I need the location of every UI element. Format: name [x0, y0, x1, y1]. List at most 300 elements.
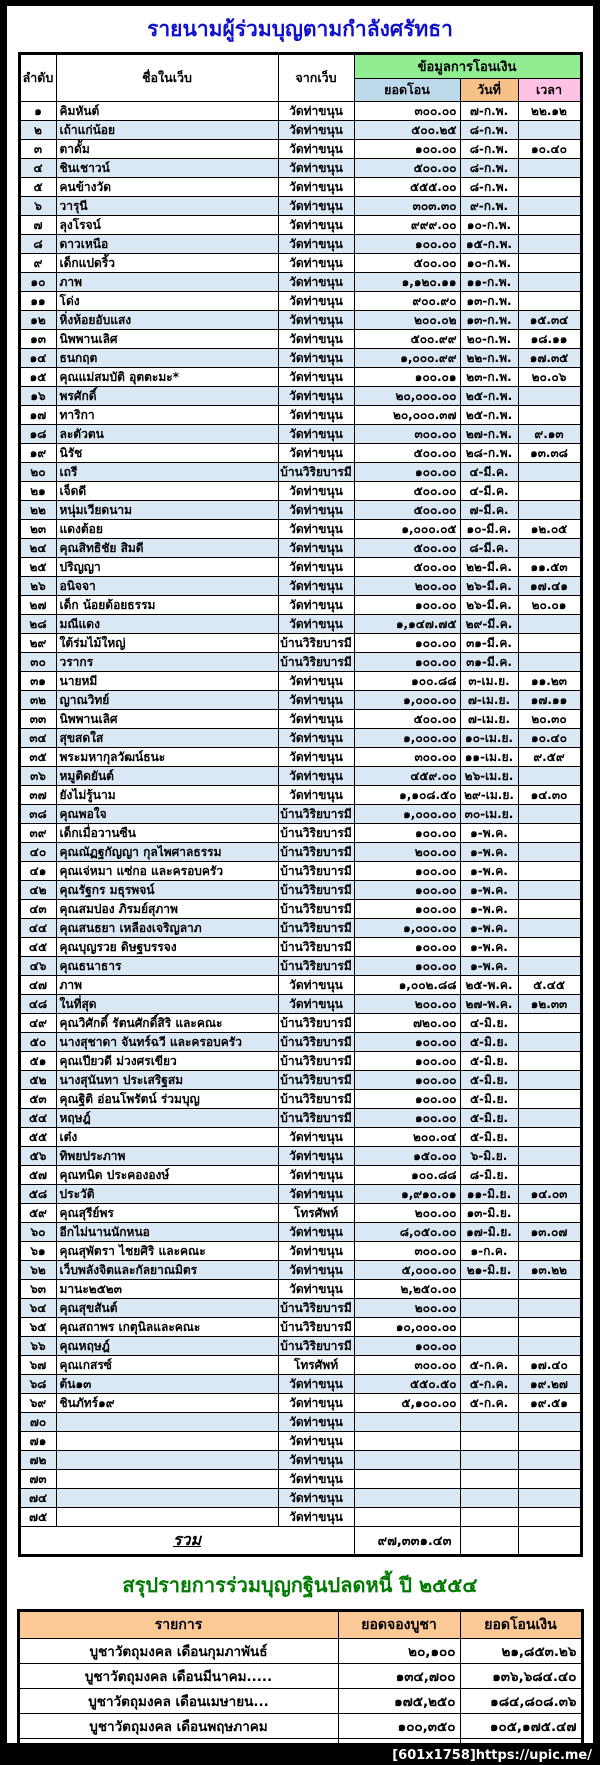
donor-no-cell: ๔๔	[19, 919, 56, 938]
donor-source-cell: วัดท่าขนุน	[278, 710, 354, 729]
donor-time-cell	[518, 1109, 581, 1128]
donor-source-cell: บ้านวิริยบารมี	[278, 805, 354, 824]
donor-amount-cell: ๑๐,๐๐๐.๐๐	[354, 1318, 460, 1337]
donor-date-cell: ๔-มี.ค.	[460, 482, 518, 501]
donor-no-cell: ๓๙	[19, 824, 56, 843]
donor-date-cell	[460, 1508, 518, 1527]
donor-row	[19, 1375, 581, 1394]
donor-name-cell: คุณทนิด ประคององษ์	[56, 1166, 278, 1185]
donor-no-cell: ๔๖	[19, 957, 56, 976]
donor-no-cell: ๓๐	[19, 653, 56, 672]
donor-name-cell	[56, 1432, 278, 1451]
donor-no-cell: ๑	[19, 102, 56, 121]
donor-no-cell: ๗๐	[19, 1413, 56, 1432]
summary-row	[18, 1664, 582, 1689]
donor-name-cell: ปริญญา	[56, 558, 278, 577]
donor-no-cell: ๓๘	[19, 805, 56, 824]
donor-no-cell: ๕๒	[19, 1071, 56, 1090]
donor-row	[19, 330, 581, 349]
summary-transferred-cell: ๑๘๔,๘๐๘.๓๖	[460, 1689, 582, 1714]
donor-time-cell	[518, 1337, 581, 1356]
donor-row	[19, 235, 581, 254]
donor-date-cell	[460, 1299, 518, 1318]
donor-no-cell: ๑๗	[19, 406, 56, 425]
donor-no-cell: ๕๐	[19, 1033, 56, 1052]
donor-time-cell	[518, 615, 581, 634]
donor-amount-cell: ๕๐๐.๙๙	[354, 330, 460, 349]
donor-no-cell: ๒๑	[19, 482, 56, 501]
donor-time-cell: ๑๙.๕๑	[518, 1394, 581, 1413]
donor-no-cell: ๕๗	[19, 1166, 56, 1185]
donor-time-cell: ๑๐.๔๐	[518, 140, 581, 159]
donor-source-cell: วัดท่าขนุน	[278, 235, 354, 254]
donor-date-cell: ๑๓-ก.พ.	[460, 311, 518, 330]
summary-row	[18, 1639, 582, 1664]
donor-name-cell: นางสุนันทา ประเสริฐสม	[56, 1071, 278, 1090]
donor-date-cell	[460, 1451, 518, 1470]
donor-name-cell: หนุ่มเวียดนาม	[56, 501, 278, 520]
donor-row	[19, 577, 581, 596]
donor-amount-cell: ๑๐๐.๘๘	[354, 672, 460, 691]
donor-source-cell: วัดท่าขนุน	[278, 558, 354, 577]
donor-time-cell	[518, 919, 581, 938]
donor-row	[19, 615, 581, 634]
donor-row	[19, 254, 581, 273]
donor-name-cell: ธนกฤต	[56, 349, 278, 368]
donor-amount-cell: ๕๐๐.๐๐	[354, 482, 460, 501]
donor-time-cell	[518, 1413, 581, 1432]
donor-source-cell: วัดท่าขนุน	[278, 1508, 354, 1527]
donor-row	[19, 482, 581, 501]
donor-date-cell: ๑-พ.ค.	[460, 862, 518, 881]
donor-date-cell: ๙-ก.พ.	[460, 197, 518, 216]
donor-amount-cell: ๑๐๐.๐๐	[354, 653, 460, 672]
donor-no-cell: ๓๓	[19, 710, 56, 729]
donor-row	[19, 1185, 581, 1204]
donor-source-cell: บ้านวิริยบารมี	[278, 862, 354, 881]
donor-no-cell: ๒๓	[19, 520, 56, 539]
donor-amount-cell: ๑๐๐.๐๑	[354, 368, 460, 387]
donor-amount-cell: ๑,๐๐๐.๐๐	[354, 919, 460, 938]
donor-row	[19, 691, 581, 710]
donor-time-cell	[518, 1489, 581, 1508]
donor-date-cell: ๒๑-มิ.ย.	[460, 1261, 518, 1280]
donor-name-cell: คุณธนาธาร	[56, 957, 278, 976]
donor-date-cell: ๕-มิ.ย.	[460, 1033, 518, 1052]
donor-time-cell: ๑๗.๑๑	[518, 691, 581, 710]
summary-row	[18, 1739, 582, 1744]
summary-transferred-cell	[460, 1739, 582, 1744]
donor-date-cell: ๒๕-ก.พ.	[460, 387, 518, 406]
donor-date-cell: ๒๗-ก.พ.	[460, 425, 518, 444]
donor-no-cell: ๔	[19, 159, 56, 178]
donor-row	[19, 1014, 581, 1033]
donor-name-cell: ภาพ	[56, 273, 278, 292]
donor-date-cell: ๑๑-ก.พ.	[460, 273, 518, 292]
donor-source-cell: วัดท่าขนุน	[278, 349, 354, 368]
donor-amount-cell	[354, 1432, 460, 1451]
summary-table-body	[18, 1639, 582, 1744]
donor-date-cell: ๒๕-พ.ค.	[460, 976, 518, 995]
donor-amount-cell: ๑๕๐.๐๐	[354, 1147, 460, 1166]
donor-no-cell: ๓	[19, 140, 56, 159]
donor-source-cell: วัดท่าขนุน	[278, 1185, 354, 1204]
donor-time-cell: ๒๒.๑๒	[518, 102, 581, 121]
donor-no-cell: ๖๔	[19, 1299, 56, 1318]
donor-row	[19, 1071, 581, 1090]
donor-source-cell: วัดท่าขนุน	[278, 330, 354, 349]
donor-name-cell	[56, 1413, 278, 1432]
donor-row	[19, 1470, 581, 1489]
donor-time-cell	[518, 121, 581, 140]
donor-row	[19, 634, 581, 653]
donor-name-cell: ภาพ	[56, 976, 278, 995]
donor-time-cell	[518, 1090, 581, 1109]
donor-date-cell: ๑๐-เม.ย.	[460, 729, 518, 748]
donor-name-cell: นิพพานเลิศ	[56, 710, 278, 729]
donor-source-cell: บ้านวิริยบารมี	[278, 919, 354, 938]
donor-time-cell	[518, 216, 581, 235]
donor-amount-cell: ๑๐๐.๐๐	[354, 862, 460, 881]
donor-time-cell: ๑๗.๔๑	[518, 577, 581, 596]
donor-no-cell: ๔๐	[19, 843, 56, 862]
summary-item-cell: บูชาวัตถุมงคล เดือนเมษายน...	[18, 1689, 338, 1714]
donor-amount-cell: ๕๐๐.๐๐	[354, 558, 460, 577]
donor-time-cell: ๑๐.๔๐	[518, 729, 581, 748]
donor-no-cell: ๗๔	[19, 1489, 56, 1508]
donor-name-cell: ชินภัทร์๑๙	[56, 1394, 278, 1413]
donor-date-cell: ๘-ก.พ.	[460, 178, 518, 197]
donor-amount-cell: ๔๕๙.๐๐	[354, 767, 460, 786]
donor-row	[19, 444, 581, 463]
donor-time-cell	[518, 824, 581, 843]
donor-row	[19, 425, 581, 444]
summary-item-cell: บูชาวัตถุมงคล เดือนมีนาคม.....	[18, 1664, 338, 1689]
donor-time-cell	[518, 406, 581, 425]
donor-source-cell: วัดท่าขนุน	[278, 425, 354, 444]
donor-source-cell: วัดท่าขนุน	[278, 292, 354, 311]
summary-row	[18, 1689, 582, 1714]
donor-row	[19, 197, 581, 216]
donor-date-cell: ๑-พ.ค.	[460, 881, 518, 900]
donor-source-cell: วัดท่าขนุน	[278, 1242, 354, 1261]
donor-amount-cell: ๑,๑๒๐.๑๑	[354, 273, 460, 292]
donor-source-cell: บ้านวิริยบารมี	[278, 1090, 354, 1109]
donor-row	[19, 748, 581, 767]
donor-name-cell: ใต้ร่มไม้ใหญ่	[56, 634, 278, 653]
donor-time-cell: ๙.๕๙	[518, 748, 581, 767]
donor-name-cell: ดาวเหนือ	[56, 235, 278, 254]
donor-no-cell: ๕๕	[19, 1128, 56, 1147]
donor-row	[19, 1109, 581, 1128]
donor-date-cell: ๕-มิ.ย.	[460, 1052, 518, 1071]
donor-time-cell: ๑๗.๓๕	[518, 349, 581, 368]
donor-date-cell: ๕-มิ.ย.	[460, 1109, 518, 1128]
donor-source-cell: วัดท่าขนุน	[278, 615, 354, 634]
donor-name-cell: คุณเปียวดี ม่วงศรเขียว	[56, 1052, 278, 1071]
donor-source-cell: บ้านวิริยบารมี	[278, 1071, 354, 1090]
donor-name-cell: คุณแม่สมบัติ อุตตะมะ*	[56, 368, 278, 387]
donor-amount-cell: ๑,๐๐๐.๙๙	[354, 349, 460, 368]
donor-time-cell	[518, 1470, 581, 1489]
donor-no-cell: ๗๓	[19, 1470, 56, 1489]
donor-time-cell: ๑๒.๐๕	[518, 520, 581, 539]
donor-name-cell: มณีแดง	[56, 615, 278, 634]
summary-col-booked: ยอดจองบูชา	[338, 1611, 460, 1639]
donor-no-cell: ๑๐	[19, 273, 56, 292]
donor-time-cell: ๑๒.๓๓	[518, 995, 581, 1014]
donor-no-cell: ๕๖	[19, 1147, 56, 1166]
donor-amount-cell: ๑๐๐.๐๐	[354, 634, 460, 653]
donor-source-cell: บ้านวิริยบารมี	[278, 938, 354, 957]
donor-row	[19, 957, 581, 976]
donor-date-cell: ๒๙-มี.ค.	[460, 615, 518, 634]
donor-source-cell: วัดท่าขนุน	[278, 1470, 354, 1489]
donor-date-cell: ๘-มิ.ย.	[460, 1166, 518, 1185]
donor-time-cell	[518, 178, 581, 197]
donor-source-cell: วัดท่าขนุน	[278, 520, 354, 539]
donor-name-cell: ต้น๑๓	[56, 1375, 278, 1394]
donor-amount-cell: ๒๐๐.๐๐	[354, 995, 460, 1014]
donor-amount-cell: ๙๐๐.๙๐	[354, 292, 460, 311]
donor-row	[19, 121, 581, 140]
donor-time-cell: ๙.๑๓	[518, 425, 581, 444]
donor-date-cell: ๑-พ.ค.	[460, 919, 518, 938]
donor-no-cell: ๑๑	[19, 292, 56, 311]
donor-row	[19, 539, 581, 558]
donor-source-cell: วัดท่าขนุน	[278, 482, 354, 501]
donor-amount-cell: ๑,๑๐๘.๕๐	[354, 786, 460, 805]
donor-date-cell: ๗-ก.พ.	[460, 102, 518, 121]
donor-date-cell: ๑-พ.ค.	[460, 957, 518, 976]
donor-source-cell: วัดท่าขนุน	[278, 254, 354, 273]
donor-time-cell: ๑๗.๔๐	[518, 1356, 581, 1375]
donor-amount-cell: ๒๐๐.๐๒	[354, 311, 460, 330]
donor-amount-cell: ๓๐๓.๓๐	[354, 197, 460, 216]
donor-source-cell: โทรศัพท์	[278, 1204, 354, 1223]
donor-no-cell: ๖๕	[19, 1318, 56, 1337]
donor-date-cell	[460, 1337, 518, 1356]
donor-amount-cell: ๑๐๐.๐๐	[354, 235, 460, 254]
donor-row	[19, 1299, 581, 1318]
donor-name-cell	[56, 1451, 278, 1470]
donor-name-cell: ละตัวตน	[56, 425, 278, 444]
donor-time-cell	[518, 957, 581, 976]
donor-amount-cell: ๑,๐๐๒.๘๘	[354, 976, 460, 995]
donor-name-cell: เจ็ดดี	[56, 482, 278, 501]
donor-no-cell: ๖๘	[19, 1375, 56, 1394]
donor-source-cell: โทรศัพท์	[278, 1356, 354, 1375]
donor-no-cell: ๖๗	[19, 1356, 56, 1375]
donor-amount-cell: ๕,๑๐๐.๐๐	[354, 1394, 460, 1413]
donor-row	[19, 1261, 581, 1280]
donor-no-cell: ๗๕	[19, 1508, 56, 1527]
donor-source-cell: วัดท่าขนุน	[278, 159, 354, 178]
donor-date-cell: ๗-มี.ค.	[460, 501, 518, 520]
summary-table-header	[18, 1611, 582, 1639]
donor-time-cell	[518, 482, 581, 501]
donor-time-cell	[518, 463, 581, 482]
donor-date-cell: ๑๕-ก.พ.	[460, 235, 518, 254]
donor-time-cell	[518, 862, 581, 881]
donor-total-amount: ๙๗,๓๓๑.๔๓	[354, 1527, 460, 1556]
summary-transferred-cell: ๑๓๖,๖๘๔.๔๐	[460, 1664, 582, 1689]
donor-amount-cell: ๒๐๐.๐๐	[354, 1299, 460, 1318]
donor-source-cell: วัดท่าขนุน	[278, 1451, 354, 1470]
donor-date-cell: ๓-เม.ย.	[460, 672, 518, 691]
donor-date-cell: ๕-มิ.ย.	[460, 1128, 518, 1147]
donor-time-cell: ๑๙.๒๗	[518, 1375, 581, 1394]
donor-no-cell: ๔๗	[19, 976, 56, 995]
donor-date-cell: ๕-มิ.ย.	[460, 1090, 518, 1109]
donor-row	[19, 1489, 581, 1508]
donor-name-cell: ญาณวิทย์	[56, 691, 278, 710]
donor-no-cell: ๑๕	[19, 368, 56, 387]
summary-table	[17, 1609, 584, 1743]
donor-row	[19, 1337, 581, 1356]
donor-date-cell: ๒๗-พ.ค.	[460, 995, 518, 1014]
donor-row	[19, 463, 581, 482]
donor-date-cell: ๘-มี.ค.	[460, 539, 518, 558]
donor-row	[19, 501, 581, 520]
donor-no-cell: ๕	[19, 178, 56, 197]
donor-amount-cell: ๕๐๐.๐๐	[354, 710, 460, 729]
donor-date-cell: ๑-ก.ค.	[460, 1242, 518, 1261]
donor-time-cell	[518, 1451, 581, 1470]
donor-date-cell: ๑๐-ก.พ.	[460, 254, 518, 273]
donor-date-cell: ๒๖-มี.ค.	[460, 577, 518, 596]
donor-no-cell: ๒๘	[19, 615, 56, 634]
donor-date-cell: ๑๑-เม.ย.	[460, 748, 518, 767]
donor-row	[19, 729, 581, 748]
donor-date-cell: ๘-ก.พ.	[460, 140, 518, 159]
donor-date-cell: ๒๓-ก.พ.	[460, 368, 518, 387]
donor-source-cell: บ้านวิริยบารมี	[278, 824, 354, 843]
donor-table-footer	[19, 1527, 581, 1556]
donor-source-cell: บ้านวิริยบารมี	[278, 1337, 354, 1356]
donor-source-cell: วัดท่าขนุน	[278, 501, 354, 520]
donor-no-cell: ๓๒	[19, 691, 56, 710]
donor-no-cell: ๓๕	[19, 748, 56, 767]
donor-no-cell: ๒๕	[19, 558, 56, 577]
donor-name-cell: ในที่สุด	[56, 995, 278, 1014]
donor-source-cell: วัดท่าขนุน	[278, 368, 354, 387]
donor-amount-cell: ๑๐๐.๐๐	[354, 1052, 460, 1071]
donor-date-cell: ๑๗-มิ.ย.	[460, 1223, 518, 1242]
donor-row	[19, 976, 581, 995]
donor-amount-cell: ๓๐๐.๐๐	[354, 1356, 460, 1375]
donor-no-cell: ๖	[19, 197, 56, 216]
donor-amount-cell: ๙๙๙.๐๐	[354, 216, 460, 235]
donor-row	[19, 1413, 581, 1432]
donor-time-cell	[518, 1033, 581, 1052]
donor-no-cell: ๖๑	[19, 1242, 56, 1261]
donor-source-cell: บ้านวิริยบารมี	[278, 653, 354, 672]
donor-name-cell: สุขสดใส	[56, 729, 278, 748]
donor-no-cell: ๑๒	[19, 311, 56, 330]
donor-date-cell: ๒๐-ก.พ.	[460, 330, 518, 349]
donor-date-cell: ๒๒-ก.พ.	[460, 349, 518, 368]
donor-time-cell: ๒๐.๐๑	[518, 596, 581, 615]
donor-row	[19, 216, 581, 235]
donor-row	[19, 824, 581, 843]
donor-name-cell: ยังไม่รู้นาม	[56, 786, 278, 805]
donor-time-cell: ๑๔.๐๓	[518, 1185, 581, 1204]
donor-name-cell: หิ่งห้อยอับแสง	[56, 311, 278, 330]
donor-table	[18, 52, 583, 1557]
donor-name-cell: คุณเกสรซ์	[56, 1356, 278, 1375]
donor-source-cell: บ้านวิริยบารมี	[278, 463, 354, 482]
donor-source-cell: วัดท่าขนุน	[278, 672, 354, 691]
donor-name-cell: โด่ง	[56, 292, 278, 311]
donor-name-cell: คุณหฤษฎ์	[56, 1337, 278, 1356]
donor-time-cell	[518, 805, 581, 824]
donor-no-cell: ๔๓	[19, 900, 56, 919]
donor-row	[19, 558, 581, 577]
donor-name-cell: มานะ๒๕๒๓	[56, 1280, 278, 1299]
donor-no-cell: ๔๑	[19, 862, 56, 881]
summary-col-item: รายการ	[18, 1611, 338, 1639]
donor-name-cell: ทิพยประภาพ	[56, 1147, 278, 1166]
donor-source-cell: วัดท่าขนุน	[278, 216, 354, 235]
donor-name-cell: คุณสิทธิชัย สิมดี	[56, 539, 278, 558]
donor-row	[19, 349, 581, 368]
donor-source-cell: วัดท่าขนุน	[278, 1394, 354, 1413]
donor-date-cell: ๗-เม.ย.	[460, 710, 518, 729]
donor-name-cell: แดงต้อย	[56, 520, 278, 539]
donor-time-cell	[518, 1318, 581, 1337]
donor-amount-cell: ๒,๒๕๐.๐๐	[354, 1280, 460, 1299]
donor-no-cell: ๖๖	[19, 1337, 56, 1356]
donor-time-cell	[518, 273, 581, 292]
donor-date-cell: ๒๘-ก.พ.	[460, 444, 518, 463]
donor-no-cell: ๕๑	[19, 1052, 56, 1071]
donor-date-cell: ๕-ก.ค.	[460, 1394, 518, 1413]
donor-row	[19, 1432, 581, 1451]
donor-row	[19, 1451, 581, 1470]
donor-date-cell: ๑-พ.ค.	[460, 824, 518, 843]
donor-row	[19, 273, 581, 292]
donor-no-cell: ๑๖	[19, 387, 56, 406]
donor-source-cell: วัดท่าขนุน	[278, 539, 354, 558]
donor-date-cell: ๕-ก.ค.	[460, 1375, 518, 1394]
donor-name-cell: คุณสถาพร เกตุนิลและคณะ	[56, 1318, 278, 1337]
donor-time-cell	[518, 235, 581, 254]
donor-time-cell	[518, 634, 581, 653]
donor-date-cell: ๕-ก.ค.	[460, 1356, 518, 1375]
donor-time-cell	[518, 292, 581, 311]
donor-source-cell: วัดท่าขนุน	[278, 1489, 354, 1508]
donor-source-cell: วัดท่าขนุน	[278, 1128, 354, 1147]
donor-amount-cell: ๕๐๐.๐๐	[354, 539, 460, 558]
summary-transferred-cell: ๒๑,๘๕๓.๒๖	[460, 1639, 582, 1664]
donor-time-cell	[518, 767, 581, 786]
donor-no-cell: ๗๑	[19, 1432, 56, 1451]
donor-no-cell: ๒๗	[19, 596, 56, 615]
col-header-transfer-group: ข้อมูลการโอนเงิน	[354, 54, 581, 79]
donor-time-cell	[518, 254, 581, 273]
donor-no-cell: ๒๐	[19, 463, 56, 482]
donor-no-cell: ๑๘	[19, 425, 56, 444]
donor-time-cell	[518, 1128, 581, 1147]
image-page	[7, 6, 593, 1743]
donor-time-cell	[518, 653, 581, 672]
donor-source-cell: วัดท่าขนุน	[278, 121, 354, 140]
donor-amount-cell: ๑๐๐.๐๐	[354, 1337, 460, 1356]
donor-amount-cell: ๑๐๐.๐๐	[354, 596, 460, 615]
donor-time-cell: ๑๔.๓๐	[518, 786, 581, 805]
donor-date-cell: ๔-มี.ค.	[460, 463, 518, 482]
